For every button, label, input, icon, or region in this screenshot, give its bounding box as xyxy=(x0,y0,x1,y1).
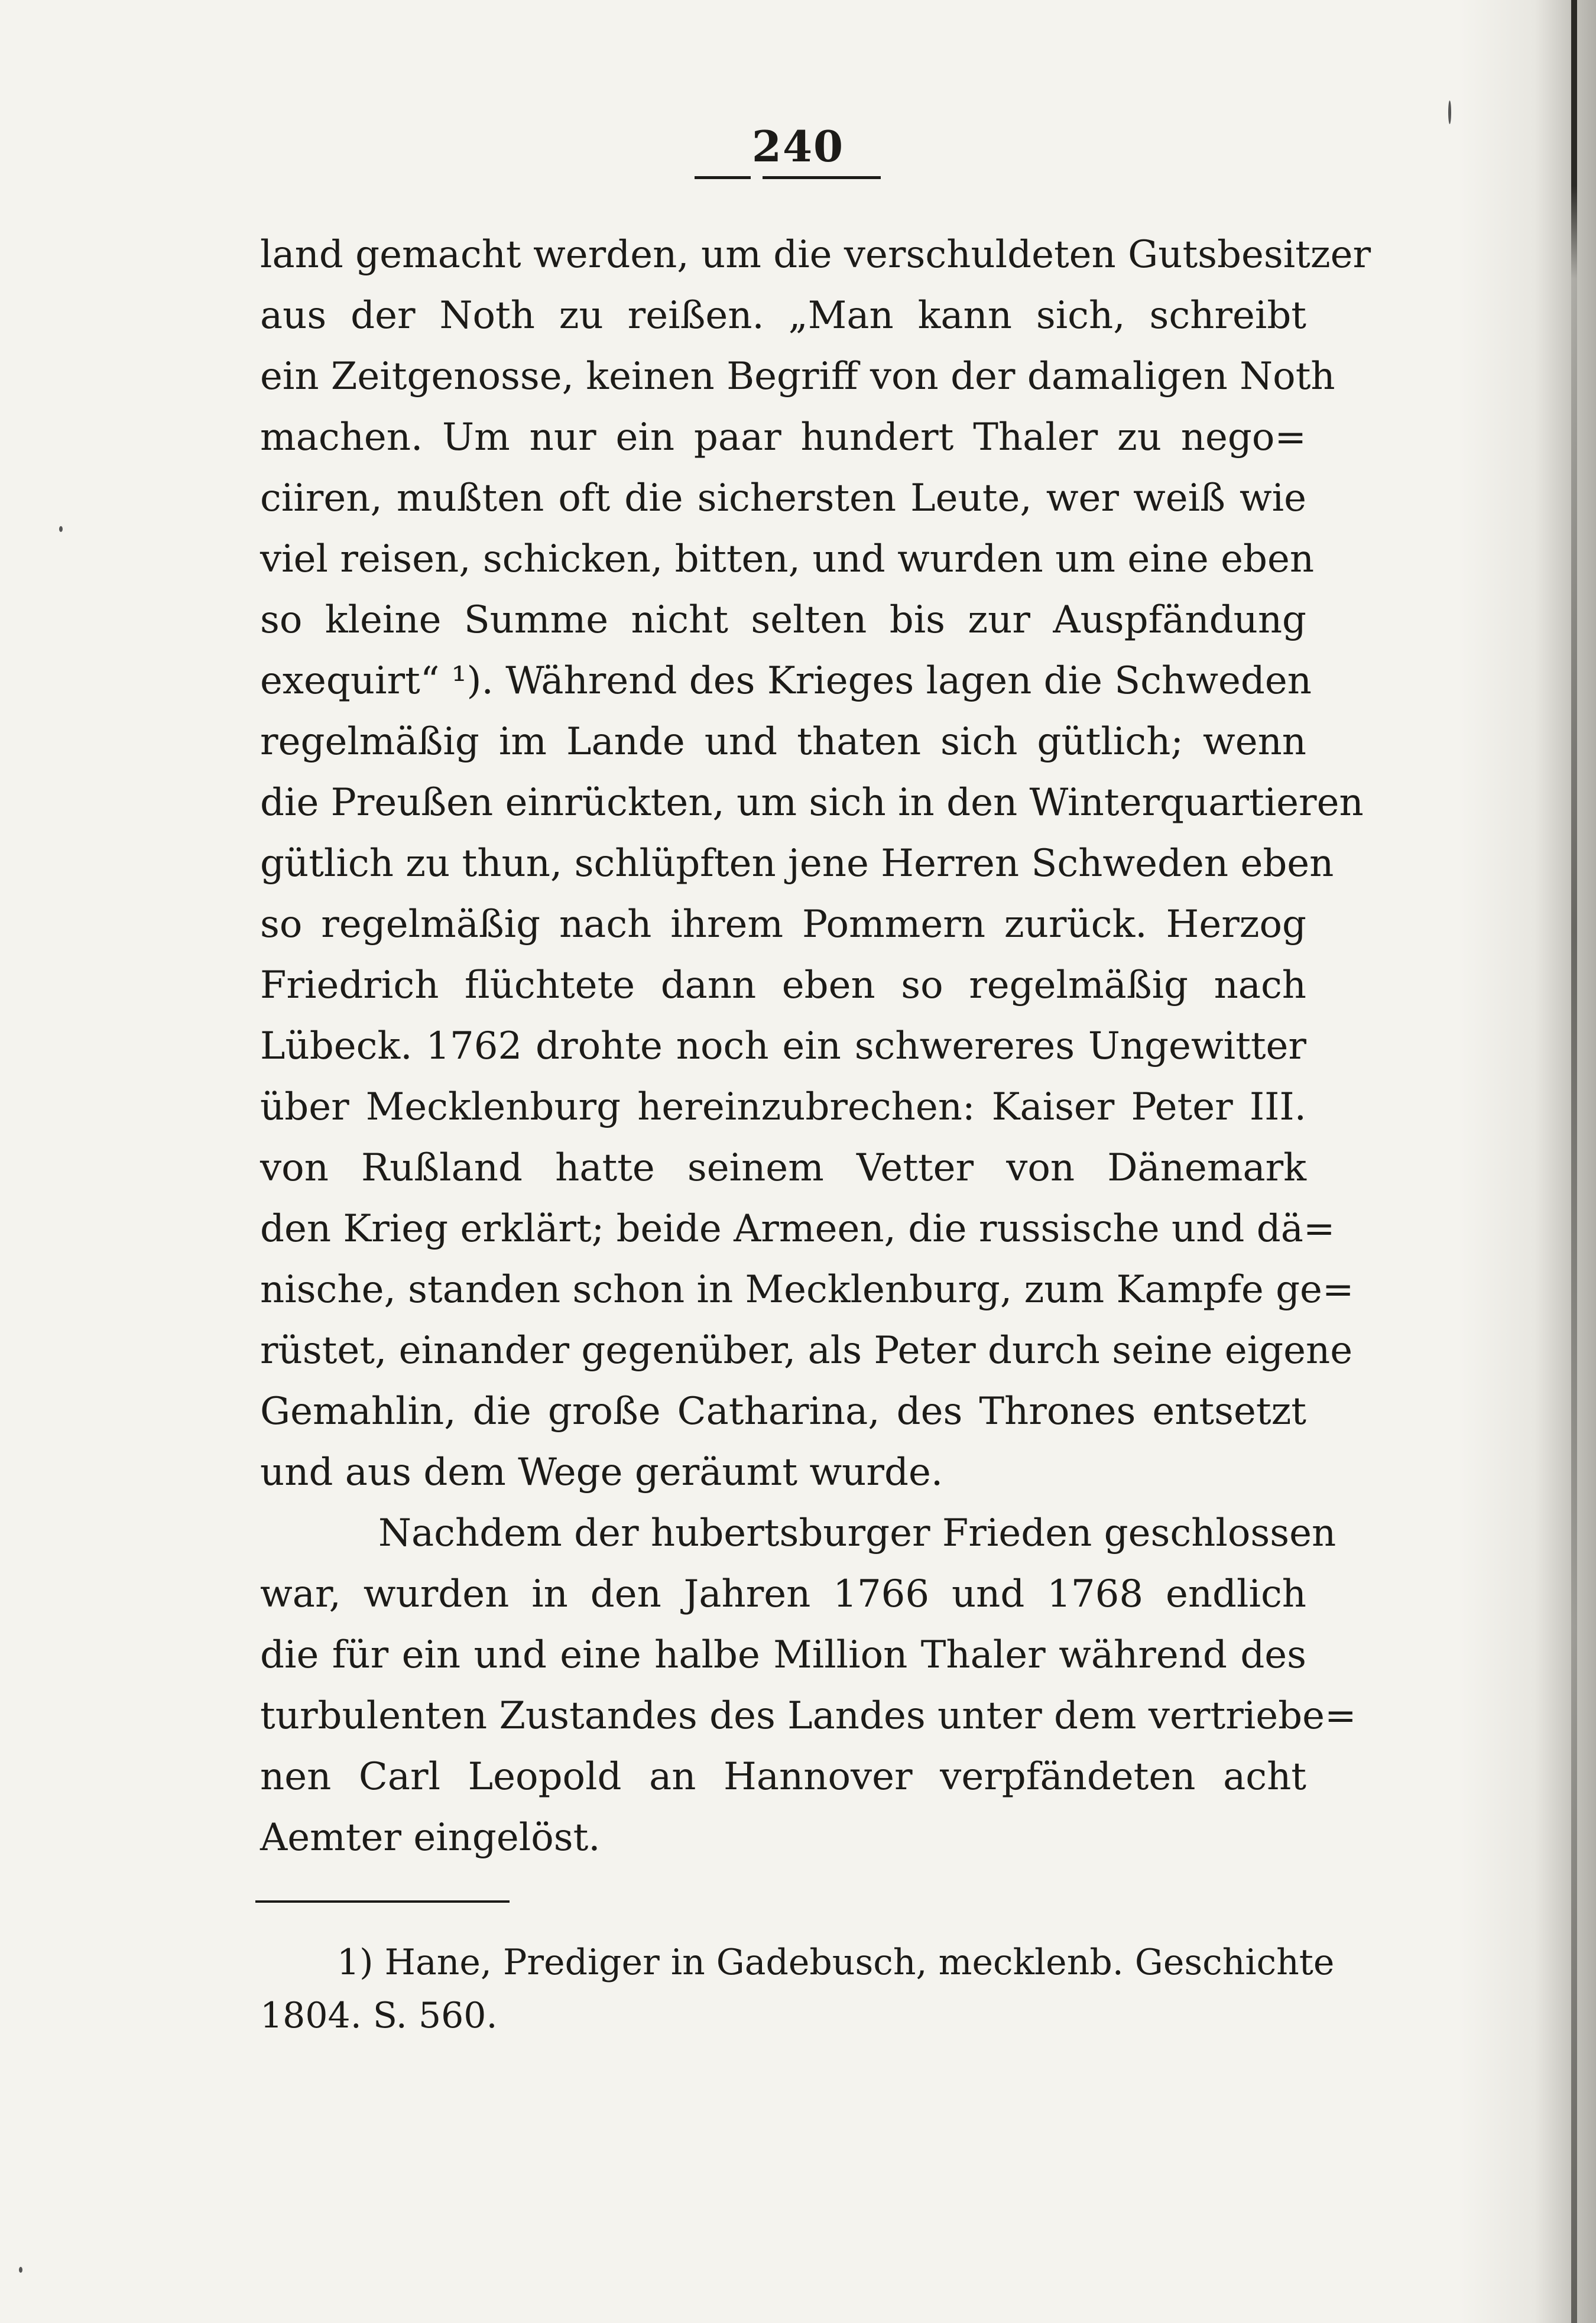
text-line: den Krieg erklärt; beide Armeen, die russische und dä= xyxy=(260,1207,1335,1251)
text-line: so kleine Summe nicht selten bis zur Auspfändung xyxy=(260,598,1306,642)
body-text xyxy=(260,225,1371,1868)
text-line: Gemahlin, die große Catharina, des Thrones entsetzt xyxy=(260,1390,1306,1433)
scan-speck xyxy=(1448,100,1451,124)
scan-speck xyxy=(59,526,63,532)
text-line: exequirt“ ¹). Während des Krieges lagen die Schweden xyxy=(260,659,1312,703)
text-line: über Mecklenburg hereinzubrechen: Kaiser Peter III. xyxy=(260,1085,1306,1129)
text-line: regelmäßig im Lande und thaten sich gütlich; wenn xyxy=(260,720,1306,764)
text-line: Friedrich flüchtete dann eben so regelmäßig nach xyxy=(260,963,1306,1007)
footnote-line: 1) Hane, Prediger in Gadebusch, mecklenb. Geschichte xyxy=(337,1942,1335,1983)
text-line: ein Zeitgenosse, keinen Begriff von der damaligen Noth xyxy=(260,355,1335,398)
text-line: die für ein und eine halbe Million Thaler während des xyxy=(260,1633,1306,1677)
text-line: land gemacht werden, um die verschuldeten Gutsbesitzer xyxy=(260,233,1371,277)
text-line: gütlich zu thun, schlüpften jene Herren Schweden eben xyxy=(260,842,1334,885)
text-line-paragraph-start: Nachdem der hubertsburger Frieden geschlossen xyxy=(378,1511,1337,1555)
footnotes xyxy=(260,1936,1335,2042)
scan-speck xyxy=(19,2267,22,2273)
text-line-paragraph-end: Aemter eingelöst. xyxy=(260,1816,601,1860)
text-line: machen. Um nur ein paar hundert Thaler zu nego= xyxy=(260,416,1306,459)
text-line: nen Carl Leopold an Hannover verpfändeten acht xyxy=(260,1755,1306,1799)
text-line: nische, standen schon in Mecklenburg, zum Kampfe ge= xyxy=(260,1268,1354,1312)
text-line: war, wurden in den Jahren 1766 und 1768 endlich xyxy=(260,1572,1306,1616)
text-line: viel reisen, schicken, bitten, und wurden um eine eben xyxy=(260,537,1315,581)
text-line: aus der Noth zu reißen. „Man kann sich, schreibt xyxy=(260,294,1306,338)
footnote-separator xyxy=(255,1900,510,1903)
text-line: rüstet, einander gegenüber, als Peter durch seine eigene xyxy=(260,1329,1353,1373)
text-line: Lübeck. 1762 drohte noch ein schwereres Ungewitter xyxy=(260,1024,1306,1068)
header-rule-left xyxy=(695,176,751,179)
text-line-paragraph-end: und aus dem Wege geräumt wurde. xyxy=(260,1451,943,1494)
text-line: von Rußland hatte seinem Vetter von Dänemark xyxy=(260,1146,1306,1190)
footnote-line: 1804. S. 560. xyxy=(260,1995,498,2036)
scan-binding-edge xyxy=(1571,0,1577,2323)
header-rule-right xyxy=(763,176,881,179)
text-line: so regelmäßig nach ihrem Pommern zurück. Herzog xyxy=(260,903,1306,946)
page-number: 240 xyxy=(751,121,845,171)
text-line: turbulenten Zustandes des Landes unter dem vertriebe= xyxy=(260,1694,1357,1738)
text-line: die Preußen einrückten, um sich in den Winterquartieren xyxy=(260,781,1364,825)
text-line: ciiren, mußten oft die sichersten Leute, wer weiß wie xyxy=(260,476,1306,520)
